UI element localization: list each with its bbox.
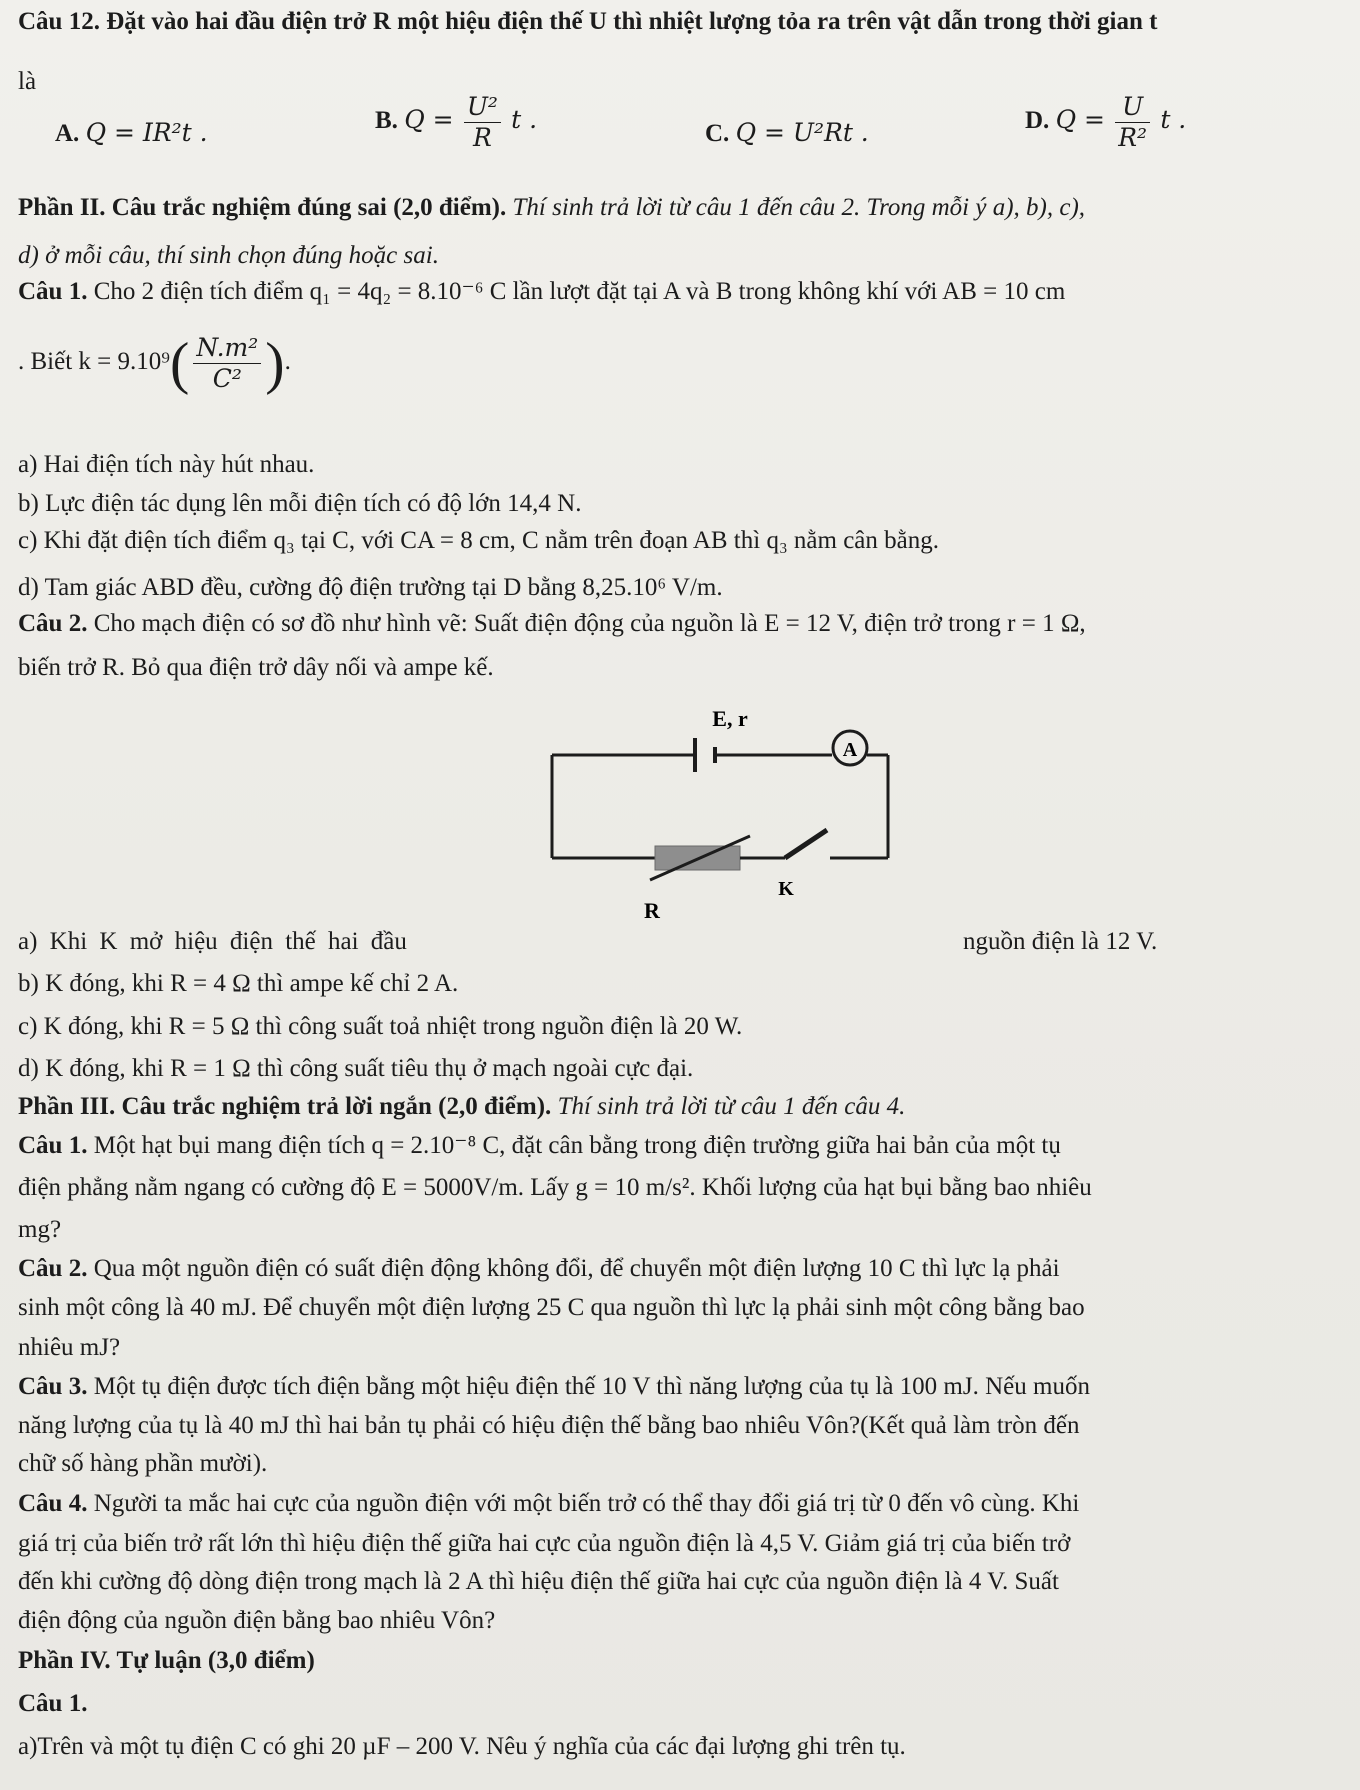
part2-c2-stem-line2: biến trở R. Bỏ qua điện trở dây nối và ampe kế. xyxy=(18,654,494,681)
q12-stem-line1: Câu 12. Đặt vào hai đầu điện trở R một hiệu điện thế U thì nhiệt lượng tỏa ra trên vật dẫn trong thời gian t xyxy=(18,8,1158,35)
q12-option-b[interactable] xyxy=(375,92,537,153)
part3-heading xyxy=(18,1091,905,1123)
q12-option-c[interactable] xyxy=(705,118,869,148)
part2-c1-k-line xyxy=(18,332,291,394)
option-d-rhs: t . xyxy=(1160,105,1187,135)
k-unit-denominator: C² xyxy=(212,363,242,393)
option-d-fraction xyxy=(1115,92,1150,153)
option-b-denominator: R xyxy=(472,123,492,152)
part3-c2-text: Qua một nguồn điện có suất điện động không đổi, để chuyển một điện lượng 10 C thì lực lạ phải xyxy=(87,1255,1060,1282)
switch-lever[interactable] xyxy=(785,830,827,858)
part2-c2-stem xyxy=(18,608,1086,640)
period: . xyxy=(284,348,291,375)
q12-option-d[interactable] xyxy=(1025,92,1186,153)
part2-c2-item-a-right: nguồn điện là 12 V. xyxy=(963,928,1158,955)
part3-c4-line1 xyxy=(18,1488,1079,1520)
option-a-formula: Q = IR²t . xyxy=(85,118,208,147)
part3-c3-label: Câu 3. xyxy=(18,1373,88,1400)
part4-heading: Phần IV. Tự luận (3,0 điểm) xyxy=(18,1647,315,1674)
part3-c1-text: Một hạt bụi mang điện tích q = 2.10⁻⁸ C, đặt cân bằng trong điện trường giữa hai bản của một tụ xyxy=(87,1132,1061,1159)
left-paren: ( xyxy=(169,330,190,396)
part2-c2-item-c[interactable]: c) K đóng, khi R = 5 Ω thì công suất toả nhiệt trong nguồn điện là 20 W. xyxy=(18,1013,743,1040)
ammeter-label: A xyxy=(842,739,858,761)
option-d-denominator: R² xyxy=(1118,123,1148,152)
part4-c1-label: Câu 1. xyxy=(18,1690,88,1717)
part2-c1-text: Cho 2 điện tích điểm q₁ = 4q₂ = 8.10⁻⁶ C lần lượt đặt tại A và B trong không khí với AB = 10 cm xyxy=(87,278,1066,305)
part3-c4-line3: đến khi cường độ dòng điện trong mạch là 2 A thì hiệu điện thế giữa hai cực của nguồn điện là 4 V. Suất xyxy=(18,1568,1059,1595)
part2-c2-text: Cho mạch điện có sơ đồ như hình vẽ: Suất điện động của nguồn là E = 12 V, điện trở trong r = 1 Ω, xyxy=(87,610,1086,637)
option-b-label: B. xyxy=(375,107,398,135)
part2-c1-stem xyxy=(18,276,1065,308)
part3-c2-label: Câu 2. xyxy=(18,1255,88,1282)
option-b-fraction xyxy=(464,92,501,153)
option-c-label: C. xyxy=(705,120,730,147)
part3-c3-line1 xyxy=(18,1371,1090,1403)
part2-c1-item-a[interactable]: a) Hai điện tích này hút nhau. xyxy=(18,451,315,478)
part3-heading-italic: Thí sinh trả lời từ câu 1 đến câu 4. xyxy=(551,1093,906,1120)
option-d-numerator: U xyxy=(1115,92,1150,123)
part2-c2-label: Câu 2. xyxy=(18,610,88,637)
part3-c3-text: Một tụ điện được tích điện bằng một hiệu điện thế 10 V thì năng lượng của tụ là 100 mJ. Nếu muốn xyxy=(87,1373,1090,1400)
q12-stem-line2: là xyxy=(18,68,37,95)
part2-c1-item-c[interactable]: c) Khi đặt điện tích điểm q₃ tại C, với CA = 8 cm, C nằm trên đoạn AB thì q₃ nằm cân bằng. xyxy=(18,527,939,554)
part2-c2-item-b[interactable]: b) K đóng, khi R = 4 Ω thì ampe kế chỉ 2 A. xyxy=(18,970,459,997)
part3-c2-line3: nhiêu mJ? xyxy=(18,1334,121,1361)
right-paren: ) xyxy=(265,330,285,396)
part2-heading-line2: d) ở mỗi câu, thí sinh chọn đúng hoặc sai. xyxy=(18,242,439,269)
k-unit-fraction xyxy=(193,333,261,394)
option-b-rhs: t . xyxy=(511,105,538,135)
part3-c4-line4: điện động của nguồn điện bằng bao nhiêu Vôn? xyxy=(18,1607,496,1634)
part2-c1-biet: . Biết k = 9.10⁹ xyxy=(18,348,170,375)
k-unit-numerator: N.m² xyxy=(193,333,261,364)
part2-heading xyxy=(18,192,1085,224)
part3-c2-line2: sinh một công là 40 mJ. Để chuyển một điện lượng 25 C qua nguồn thì lực lạ phải sinh một công bằng bao xyxy=(18,1294,1085,1321)
part2-heading-italic: Thí sinh trả lời từ câu 1 đến câu 2. Trong mỗi ý a), b), c), xyxy=(506,194,1086,221)
part2-c1-item-b[interactable]: b) Lực điện tác dụng lên mỗi điện tích có độ lớn 14,4 N. xyxy=(18,490,582,517)
part3-c4-line2: giá trị của biến trở rất lớn thì hiệu điện thế giữa hai cực của nguồn điện là 4,5 V. Giảm giá trị của biến trở xyxy=(18,1530,1071,1557)
part2-heading-bold: Phần II. Câu trắc nghiệm đúng sai (2,0 điểm). xyxy=(18,194,507,221)
option-b-lhs: Q = xyxy=(404,105,454,135)
option-b-numerator: U² xyxy=(464,92,501,123)
part4-c1-item-a: a)Trên và một tụ điện C có ghi 20 µF – 200 V. Nêu ý nghĩa của các đại lượng ghi trên tụ. xyxy=(18,1733,906,1760)
rheostat-label: R xyxy=(644,898,660,923)
option-a-label: A. xyxy=(55,120,80,147)
part3-c4-text: Người ta mắc hai cực của nguồn điện với một biến trở có thể thay đổi giá trị từ 0 đến vô cùng. Khi xyxy=(87,1490,1080,1517)
q12-option-a[interactable] xyxy=(55,118,208,148)
part3-c1-line2: điện phẳng nằm ngang có cường độ E = 5000V/m. Lấy g = 10 m/s². Khối lượng của hạt bụi bằng bao nhiêu xyxy=(18,1174,1092,1201)
part3-c2-line1 xyxy=(18,1253,1060,1285)
part2-c2-item-a-left[interactable]: a) Khi K mở hiệu điện thế hai đầu xyxy=(18,928,407,955)
option-d-label: D. xyxy=(1025,107,1050,135)
circuit-diagram xyxy=(530,700,950,930)
part3-c3-line2: năng lượng của tụ là 40 mJ thì hai bản tụ phải có hiệu điện thế bằng bao nhiêu Vôn?(Kết quả làm tròn đến xyxy=(18,1412,1080,1439)
part3-heading-bold: Phần III. Câu trắc nghiệm trả lời ngắn (2,0 điểm). xyxy=(18,1093,552,1120)
part2-c2-item-d[interactable]: d) K đóng, khi R = 1 Ω thì công suất tiêu thụ ở mạch ngoài cực đại. xyxy=(18,1055,694,1082)
part3-c1-line3: mg? xyxy=(18,1216,62,1243)
option-c-formula: Q = U²Rt . xyxy=(735,118,869,147)
source-label: E, r xyxy=(712,706,748,731)
part3-c1-line1 xyxy=(18,1130,1061,1162)
part3-c4-label: Câu 4. xyxy=(18,1490,88,1517)
part3-c3-line3: chữ số hàng phần mười). xyxy=(18,1450,268,1477)
part2-c1-item-d[interactable]: d) Tam giác ABD đều, cường độ điện trường tại D bằng 8,25.10⁶ V/m. xyxy=(18,574,723,601)
part3-c1-label: Câu 1. xyxy=(18,1132,88,1159)
switch-label: K xyxy=(778,878,794,900)
option-d-lhs: Q = xyxy=(1055,105,1105,135)
part2-c1-label: Câu 1. xyxy=(18,278,88,305)
